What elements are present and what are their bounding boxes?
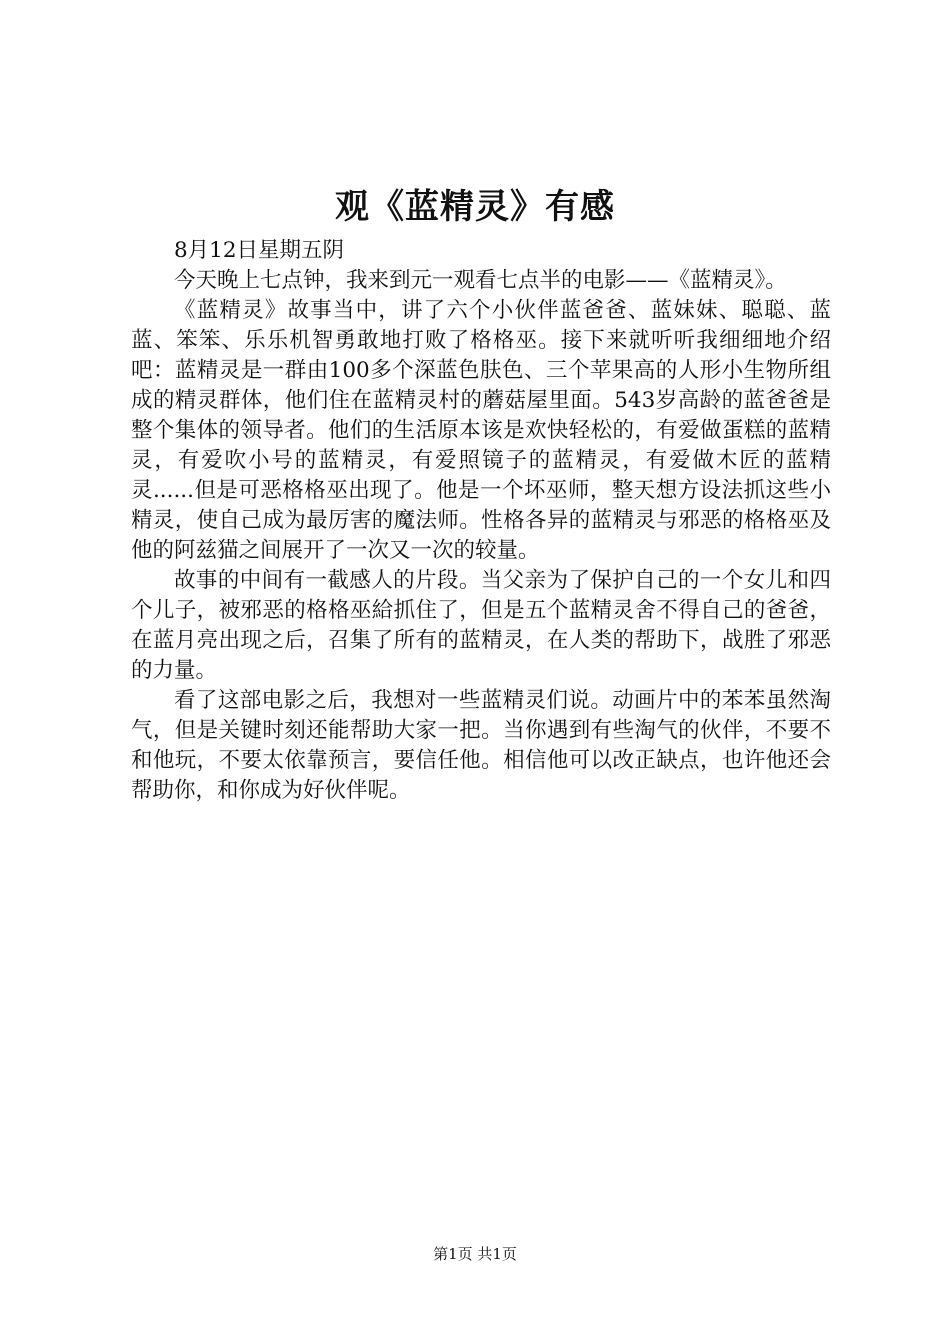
paragraph-2: 《蓝精灵》故事当中，讲了六个小伙伴蓝爸爸、蓝妹妹、聪聪、蓝蓝、笨笨、乐乐机智勇敢地打败了格格巫。接下来就听听我细细地介绍吧：蓝精灵是一群由100多个深蓝色肤色、三个苹果高的人形小生物所组成的精灵群体，他们住在蓝精灵村的蘑菇屋里面。543岁高龄的蓝爸爸是整个集体的领导者。他们的生活原本该是欢快轻松的，有爱做蛋糕的蓝精灵，有爱吹小号的蓝精灵，有爱照镜子的蓝精灵，有爱做木匠的蓝精灵......但是可恶格格巫出现了。他是一个坏巫师，整天想方设法抓这些小精灵，使自己成为最厉害的魔法师。性格各异的蓝精灵与邪恶的格格巫及他的阿兹猫之间展开了一次又一次的较量。 — [131, 298, 831, 563]
paragraph-1: 今天晚上七点钟，我来到元一观看七点半的电影——《蓝精灵》。 — [174, 268, 787, 293]
page-footer: 第1页 共1页 — [433, 1245, 517, 1263]
document-title: 观《蓝精灵》有感 — [335, 187, 615, 227]
document-body — [131, 236, 831, 806]
date-line: 8月12日星期五阴 — [174, 238, 345, 263]
paragraph-4: 看了这部电影之后，我想对一些蓝精灵们说。动画片中的苯苯虽然淘气，但是关键时刻还能帮助大家一把。当你遇到有些淘气的伙伴，不要不和他玩，不要太依靠预言，要信任他。相信他可以改正缺点，也许他还会帮助你，和你成为好伙伴呢。 — [131, 688, 831, 803]
paragraph-3: 故事的中间有一截感人的片段。当父亲为了保护自己的一个女儿和四个儿子，被邪恶的格格巫給抓住了，但是五个蓝精灵舍不得自己的爸爸，在蓝月亮出现之后，召集了所有的蓝精灵，在人类的帮助下，战胜了邪恶的力量。 — [131, 568, 831, 683]
